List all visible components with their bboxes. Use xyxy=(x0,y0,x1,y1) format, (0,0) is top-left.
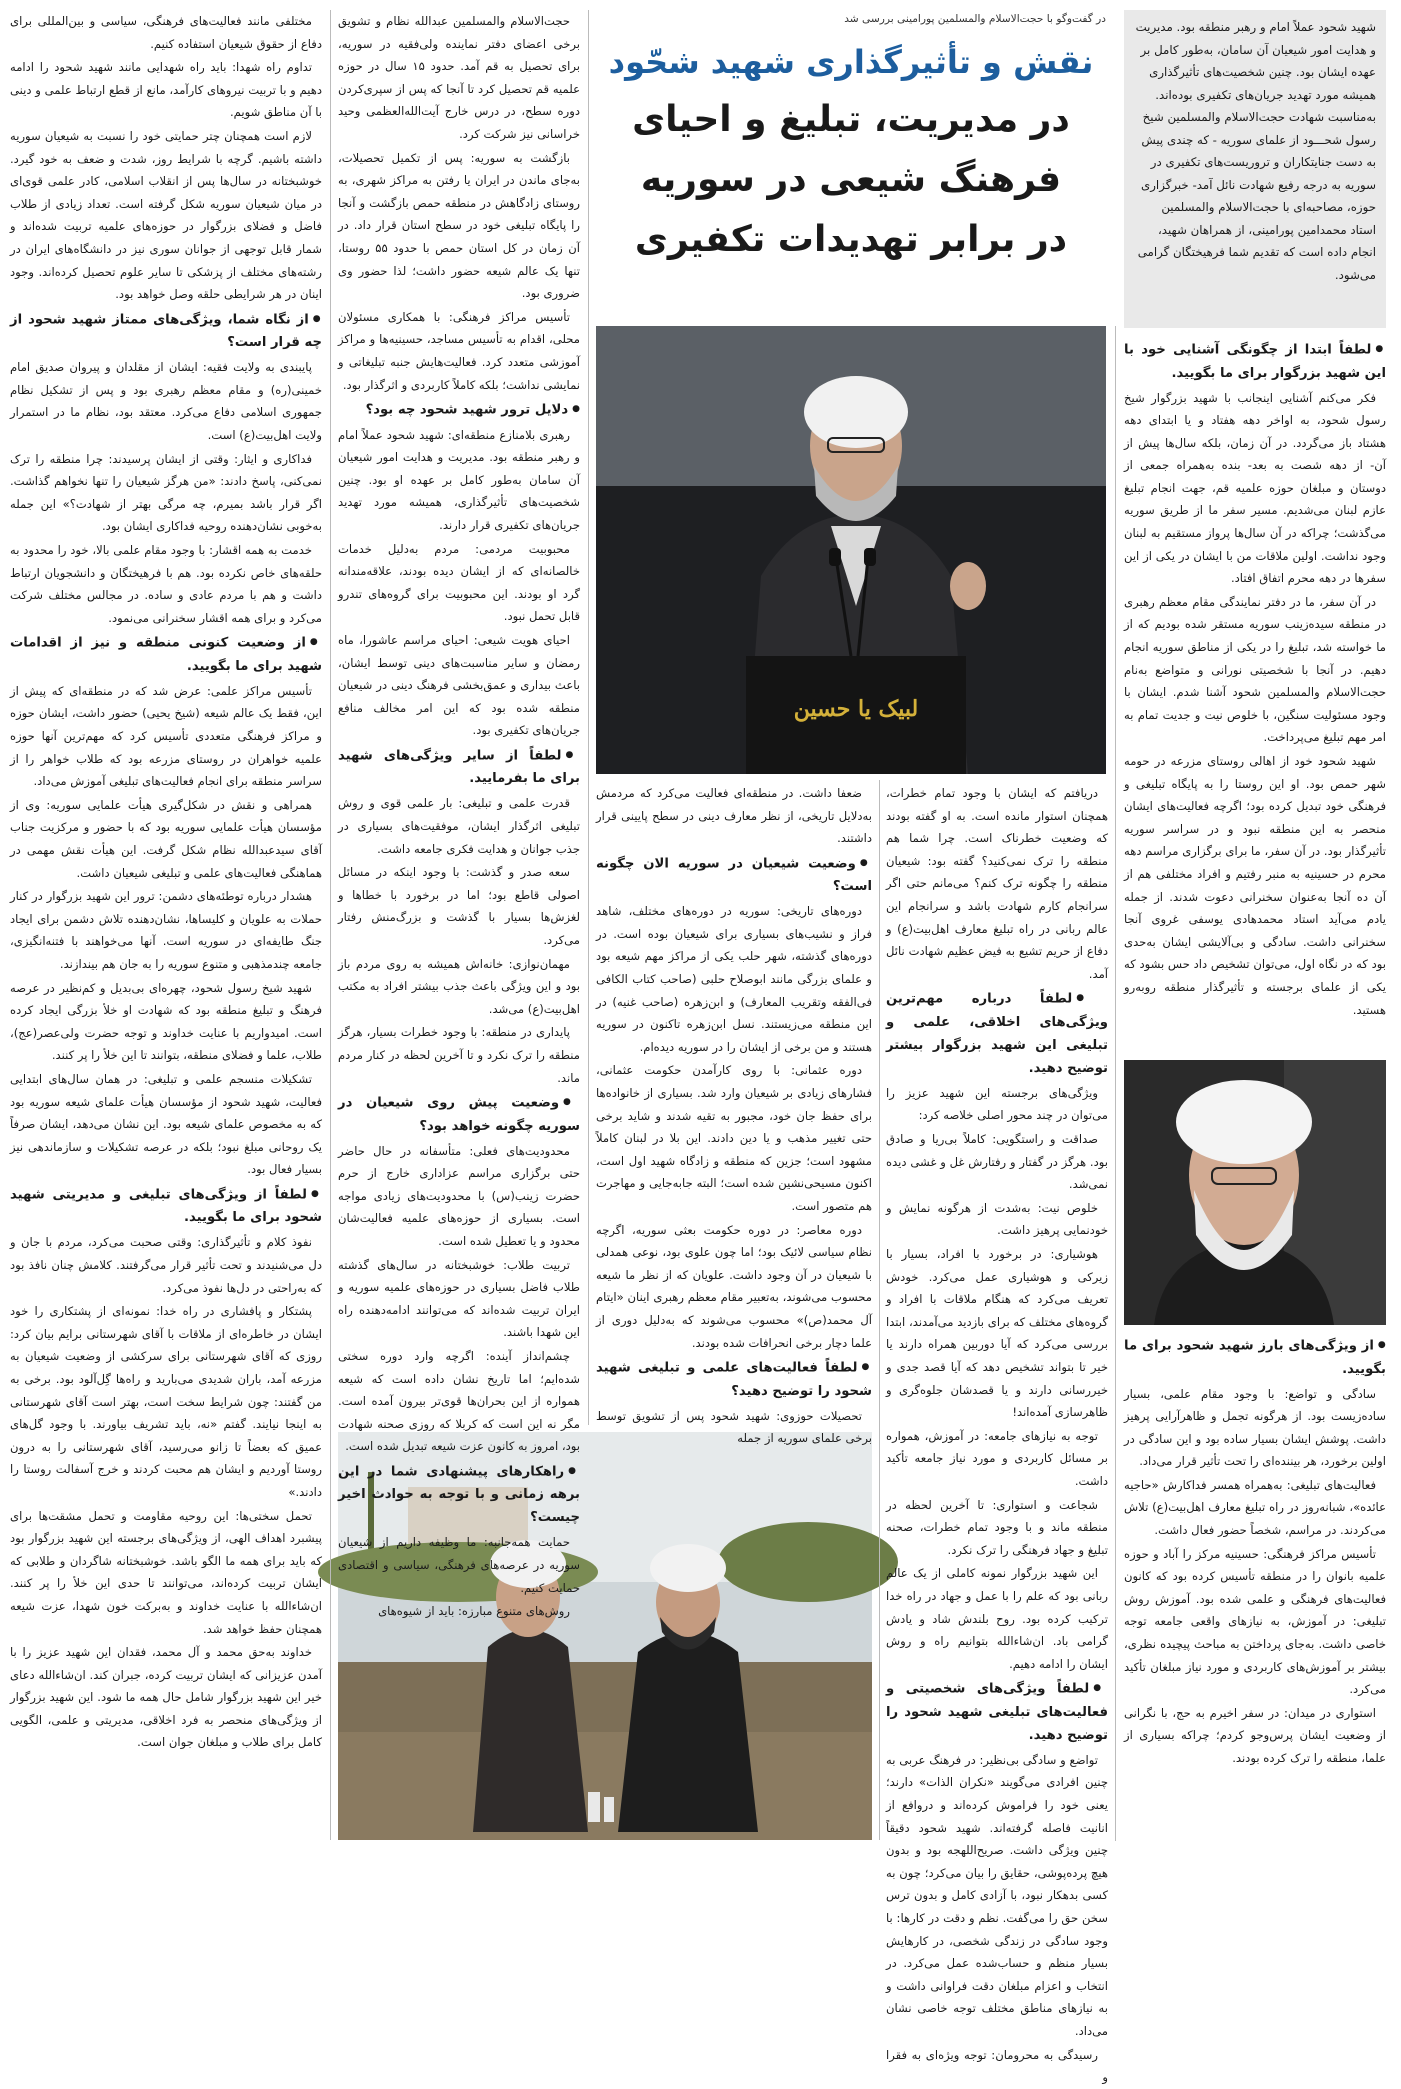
article-paragraph: شهید شیخ رسول شحود، چهره‌ای بی‌بدیل و کم‌نظیر در عرصه فرهنگ و تبلیغ منطقه بود که شهادت او خلأ بزرگی ایجاد کرده است. امیدواریم با عنایت خداوند و توجه حضرت ولی‌عصر(عج)، طلاب، علما و فضلای منطقه، بتوانند تا این خلأ را پر کنند. xyxy=(10,980,322,1063)
article-paragraph: فعالیت‌های تبلیغی: به‌همراه همسر فداکارش «حاجیه عائده»، شبانه‌روز در راه تبلیغ معارف اهل‌بیت(ع) تلاش می‌کردند. در مراسم، شخصاً حضور فعال داشت. xyxy=(1124,1477,1386,1538)
article-paragraph: توجه به نیازهای جامعه: در آموزش، همواره بر مسائل کاربردی و مورد نیاز جامعه تأکید داشت. xyxy=(886,1428,1108,1488)
interview-credit: در گفت‌وگو با حجت‌الاسلام والمسلمین پورامینی بررسی شد xyxy=(844,13,1106,25)
headline-line-2: در مدیریت، تبلیغ و احیای xyxy=(632,99,1070,140)
article-paragraph: تشکیلات منسجم علمی و تبلیغی: در همان سال‌های ابتدایی فعالیت، شهید شحود از مؤسسان هیأت علمای شیعه سوریه بود که به مخصوص علمای شیعه بود. این نشان می‌دهد، ایشان صرفاً یک روحانی مبلغ نبود؛ بلکه در عرصه تشکیلات و سازماندهی نیز بسیار فعال بود. xyxy=(10,1071,322,1177)
headline-line-3: فرهنگ شیعی در سوریه xyxy=(640,159,1062,200)
article-paragraph: پایداری در منطقه: با وجود خطرات بسیار، هرگز منطقه را ترک نکرد و تا آخرین لحظه در کنار مردم ماند. xyxy=(338,1025,580,1085)
article-paragraph: قدرت علمی و تبلیغی: بار علمی قوی و روش تبلیغی اثرگذار ایشان، موفقیت‌های بسیاری در جذب جوانان و هدایت فکری جامعه داشت. xyxy=(338,796,580,856)
article-paragraph: نفوذ کلام و تأثیرگذاری: وقتی صحبت می‌کرد، مردم با جان و دل می‌شنیدند و تحت تأثیر قرار می‌گرفتند. کلامش چنان نافذ بود که به‌راحتی در دل‌ها نفوذ می‌کرد. xyxy=(10,1235,322,1295)
article-column-2 xyxy=(886,782,1108,2085)
article-paragraph: رهبری بلامنازع منطقه‌ای: شهید شحود عملاً امام و رهبر منطقه بود. مدیریت و هدایت امور شیعیان آن سامان به‌طور کامل بر عهده او بود. چنین شخصیت‌های تأثیرگذاری، همیشه مورد تهدید جریان‌های تکفیری قرار دارند. xyxy=(338,427,580,532)
article-paragraph: استواری در میدان: در سفر اخیرم به حج، با نگرانی از وضعیت ایشان پرس‌وجو کردم؛ چراکه بسیاری از علما، منطقه را ترک کرده بودند. xyxy=(1124,1705,1386,1765)
column-rule xyxy=(879,780,880,1840)
article-paragraph: محدودیت‌های فعلی: متأسفانه در حال حاضر حتی برگزاری مراسم عزاداری خارج از حرم حضرت زینب(س) با محدودیت‌های زیادی مواجه است. بسیاری از حوزه‌های علمیه فعالیت‌شان محدود و یا تعطیل شده است. xyxy=(338,1143,580,1248)
article-paragraph: حجت‌الاسلام والمسلمین عبدالله نظام و تشویق برخی اعضای دفتر نماینده ولی‌فقیه در سوریه، برای تحصیل به قم آمد. حدود ۱۵ سال در حوزه علمیه قم تحصیل کرد تا آنجا که پس از سپری‌کردن دوره سطح، در درس خارج آیت‌الله‌العظمی وحید خراسانی نیز شرکت کرد. xyxy=(338,14,580,141)
headline-main: نقش و تأثیرگذاری شهید شحّود xyxy=(608,43,1094,81)
article-paragraph: تربیت طلاب: خوشبختانه در سال‌های گذشته طلاب فاضل بسیاری در حوزه‌های علمیه سوریه و ایران تربیت شده‌اند که می‌توانند ادامه‌دهنده راه این شهدا باشند. xyxy=(338,1257,580,1340)
photo-portrait-cleric xyxy=(1124,1060,1386,1325)
interview-question: ● دلایل ترور شهید شحود چه بود؟ xyxy=(338,398,580,422)
article-paragraph: صداقت و راستگویی: کاملاً بی‌ریا و صادق بود. هرگز در گفتار و رفتارش غل و غشی دیده نمی‌شد. xyxy=(886,1132,1108,1192)
article-paragraph: این شهید بزرگوار نمونه کاملی از یک عالم ربانی بود که علم را با عمل و جهاد در راه خدا ترکیب کرده بود. روح بلندش شاد و یادش گرامی باد. ان‌شاءالله بتوانیم راه و روش ایشان را ادامه دهیم. xyxy=(886,1566,1108,1671)
article-paragraph: مختلفی مانند فعالیت‌های فرهنگی، سیاسی و بین‌المللی برای دفاع از حقوق شیعیان استفاده کنیم. xyxy=(10,14,322,51)
article-paragraph: پشتکار و پافشاری در راه خدا: نمونه‌ای از پشتکاری را خود ایشان در خاطره‌ای از ملاقات با آقای شهرستانی برایم بیان کرد: روزی که آقای شهرستانی برای سرکشی از وضعیت شیعیان به مزرعه آمد، باران شدیدی می‌بارید و راه‌ها گِل‌آلود بود. برخی به من گفتند: چون شرایط سخت است، بهتر است آقای شهرستانی به اینجا نیایند. گفتم «نه، باید تشریف بیاورند. با وجود گل‌های عمیق که بعضاً تا زانو می‌رسید، آقای شهرستانی را به درون روستا آوردیم و ایشان هم محبت کردند و خرج آسفالت روستا را دادند.» xyxy=(10,1304,322,1499)
article-paragraph: روش‌های متنوع مبارزه: باید از شیوه‌های xyxy=(378,1604,570,1619)
column-rule xyxy=(1115,326,1116,1841)
article-paragraph: تحصیلات حوزوی: شهید شحود پس از تشویق توسط برخی علمای سوریه از جمله xyxy=(596,1408,872,1446)
article-column-4 xyxy=(338,10,580,1619)
article-paragraph: خلوص نیت: به‌شدت از هرگونه نمایش و خودنمایی پرهیز داشت. xyxy=(886,1200,1108,1238)
article-paragraph: پایبندی به ولایت فقیه: ایشان از مقلدان و پیروان صدیق امام خمینی(ره) و مقام معظم رهبری بود و پس از تشکیل نظام جمهوری اسلامی دفاع می‌کرد. معتقد بود، نظام ما در استمرار ولایت اهل‌بیت(ع) است. xyxy=(10,360,322,442)
article-paragraph: لازم است همچنان چتر حمایتی خود را نسبت به شیعیان سوریه داشته باشیم. گرچه با شرایط روز، شدت و ضعف به خود گیرد. خوشبختانه در سال‌ها پس از انقلاب اسلامی، کادر علمی قوی‌ای در میان شیعیان سوریه شکل گرفته است. تعداد زیادی از طلاب فاضل و فضلای بزرگوار در حوزه‌های علمیه تربیت شده‌اند و شمار قابل توجهی از جوانان سوری نیز در دانشگاه‌های ایران در رشته‌های مختلف از پزشکی تا سایر علوم تحصیل کرده‌اند. وجود اینان در هر شرایطی حلقه وصل خواهد بود. xyxy=(10,128,322,302)
interview-question: ● از وضعیت کنونی منطقه و نیز از اقدامات شهید برای ما بگویید. xyxy=(10,631,322,678)
interview-question: ● لطفاً ابتدا از چگونگی آشنایی خود با این شهید بزرگوار برای ما بگویید. xyxy=(1124,338,1386,385)
article-paragraph: چشم‌انداز آینده: اگرچه وارد دوره سختی شده‌ایم؛ اما تاریخ نشان داده است که شیعه همواره از این بحران‌ها قوی‌تر بیرون آمده است. مگر نه این است که کربلا که روزی صحنه شهادت بود، امروز به کانون عزت شیعه تبدیل شده است. xyxy=(338,1348,580,1454)
article-paragraph: فداکاری و ایثار: وقتی از ایشان پرسیدند: چرا منطقه را ترک نمی‌کنی، پاسخ دادند: «من هرگز شیعیان را تنها نخواهم گذاشت. اگر قرار باشد بمیرم، چه مرگی بهتر از شهادت؟» این جمله به‌خوبی نشان‌دهنده روحیه فداکاری ایشان بود. xyxy=(10,451,322,534)
column-rule xyxy=(330,10,331,1840)
article-paragraph: رسیدگی به محرومان: توجه ویژه‌ای به فقرا و xyxy=(886,2047,1108,2085)
interview-question: ● لطفاً درباره مهم‌ترین ویژگی‌های اخلاقی، علمی و تبلیغی این شهید بزرگوار بیشتر توضیح دهید. xyxy=(886,987,1108,1080)
article-paragraph: ویژگی‌های برجسته این شهید عزیز را می‌توان در چند محور اصلی خلاصه کرد: xyxy=(886,1085,1108,1123)
article-paragraph: تواضع و سادگی بی‌نظیر: در فرهنگ عربی به چنین افرادی می‌گویند «نکران الذات» دارند؛ یعنی خود را فراموش کرده‌اند و دروافع از انانیت فاصله گرفته‌اند. شهید شحود دقیقاً چنین ویژگی داشت. صریح‌اللهجه بود و بدون هیچ پرده‌پوشی، حقایق را بیان می‌کرد؛ چون به کسی بدهکار نبود، با آزادی کامل و بدون ترس سخن حق را می‌گفت. نظم و دقت در کارها: با وجود سادگی در زندگی شخصی، در کارهایش بسیار منظم و حساب‌شده عمل می‌کرد. در انتخاب و اعزام مبلغان دقت فراوانی داشت و به نیازهای مناطق مختلف توجه خاصی نشان می‌داد. xyxy=(886,1752,1108,2038)
article-paragraph: تأسیس مراکز فرهنگی: حسینیه مرکز را آباد و حوزه علمیه بانوان را در منطقه تأسیس کرده بود که کانون فعالیت‌های فرهنگی و علمی شده بود. آموزش روش تبلیغی: در آموزش، به نیازهای واقعی جامعه توجه خاصی داشت. به‌جای پرداختن به مباحث پیچیده نظری، بیشتر بر آموزش‌های کاربردی و مورد نیاز مبلغان تأکید می‌کرد. xyxy=(1124,1546,1386,1697)
article-paragraph: هوشیاری: در برخورد با افراد، بسیار با زیرکی و هوشیاری عمل می‌کرد. خودش تعریف می‌کرد که هنگام ملاقات با افراد و گروه‌های مختلف که برای بازدید می‌آمدند، ابتدا بررسی می‌کرد که آیا دوربین همراه دارند یا خیر تا بتواند تشخیص دهد که آیا قصد جدی و خیررسانی دارند و یا قصدشان جلوه‌گری و ظاهرسازی آمده‌اند! xyxy=(886,1247,1108,1420)
article-paragraph: سعه صدر و گذشت: با وجود اینکه در مسائل اصولی قاطع بود؛ اما در برخورد با خطاها و لغزش‌ها بسیار با گذشت و بزرگ‌منش رفتار می‌کرد. xyxy=(338,865,580,947)
interview-question: ● لطفاً از ویژگی‌های تبلیغی و مدیریتی شهید شحود برای ما بگویید. xyxy=(10,1183,322,1230)
article-paragraph: در آن سفر، ما در دفتر نمایندگی مقام معظم رهبری در منطقه سیده‌زینب سوریه مستقر شده بودیم که از ما خواسته شد، تبلیغ را در یکی از مناطق سوریه انجام دهیم. در آنجا با شخصیتی نورانی و متواضع به‌نام حجت‌الاسلام والمسلمین شحود آشنا شدم. ایشان با وجود مسئولیت سنگین، با خلوص نیت و جدیت تمام به امر مهم تبلیغ می‌پرداخت. xyxy=(1124,594,1386,745)
article-paragraph: فکر می‌کنم آشنایی اینجانب با شهید بزرگوار شیخ رسول شحود، به اواخر دهه هفتاد و یا ابتدای دهه هشتاد باز می‌گردد. در آن زمان، بلکه سال‌ها پیش از آن- از دهه شصت به بعد- بنده به‌همراه جمعی از دوستان و مبلغان حوزه علمیه قم، جهت انجام تبلیغ عازم لبنان می‌شدیم. مسیر سفر ما از طریق سوریه می‌گذشت؛ چراکه در آن سال‌ها پرواز مستقیم به لبنان وجود نداشت. اولین ملاقات من با ایشان در یکی از این سفرها در دهه محرم اتفاق افتاد. xyxy=(1124,390,1386,586)
article-paragraph: بازگشت به سوریه: پس از تکمیل تحصیلات، به‌جای ماندن در ایران یا رفتن به مراکز شهری، به روستای زادگاهش در منطقه حمص بازگشت و آنجا را پایگاه تبلیغی خود در سطح استان قرار داد. در آن زمان در کل استان حمص با حدود ۵۵ روستا، تنها یک عالم شیعه حضور داشت؛ لذا حضور وی ضروری بود. xyxy=(338,150,580,301)
article-column-1-bottom xyxy=(1124,1332,1386,1840)
article-column-1-top xyxy=(1124,336,1386,1056)
headline-block xyxy=(596,10,1106,320)
article-paragraph: شجاعت و استواری: تا آخرین لحظه در منطقه ماند و با وجود تمام خطرات، صحنه تبلیغ و جهاد فرهنگی را ترک نکرد. xyxy=(886,1497,1108,1557)
interview-question: ● لطفاً ویژگی‌های شخصیتی و فعالیت‌های تبلیغی شهید شحود را توضیح دهید. xyxy=(886,1677,1108,1747)
article-paragraph: ضعفا داشت. در منطقه‌ای فعالیت می‌کرد که مردمش به‌دلایل تاریخی، از نظر معارف دینی در سطح پایینی قرار داشتند. xyxy=(596,786,872,846)
column-rule xyxy=(588,10,589,1425)
intro-box xyxy=(1124,10,1386,328)
article-paragraph: شهید شحود خود از اهالی روستای مزرعه در حومه شهر حمص بود. او این روستا را به پایگاه تبلیغی و فرهنگی خود تبدیل کرده بود؛ اگرچه فعالیت‌های ایشان منحصر به این منطقه نبود و در سراسر سوریه تأثیرگذار بود. در آن سفر، ما برای برگزاری مراسم دهه محرم در حسینیه به منبر رفتیم و افراد مختلفی هم از آن ده آنجا به‌عنوان سخنرانی دعوت شدند. از جمله یادم می‌آید استاد محمدهادی یوسفی غروی آنجا سخنرانی داشت. سادگی و بی‌آلایشی ایشان به‌حدی بود که در نگاه اول، می‌توان تشخیص داد حس بشود که یکی از علمای برجسته و تأثیرگذار منطقه روبه‌رو هستید. xyxy=(1124,754,1386,1017)
interview-question: ● از ویژگی‌های بارز شهید شحود برای ما بگویید. xyxy=(1124,1334,1386,1381)
article-paragraph: تداوم راه شهدا: باید راه شهدایی مانند شهید شحود را ادامه دهیم و با تربیت نیروهای کارآمد، مانع از قطع ارتباط علمی و دینی با آن مناطق شویم. xyxy=(10,60,322,120)
headline-line-4: در برابر تهدیدات تکفیری xyxy=(634,219,1068,260)
article-paragraph: تأسیس مراکز فرهنگی: با همکاری مسئولان محلی، اقدام به تأسیس مساجد، حسینیه‌ها و مراکز آموزشی متعدد کرد. فعالیت‌هایش جنبه تبلیغاتی و نمایشی نداشت؛ بلکه کاملاً کاربردی و اثرگذار بود. xyxy=(338,309,580,392)
article-paragraph: تحمل سختی‌ها: این روحیه مقاومت و تحمل مشقت‌ها برای پیشبرد اهداف الهی، از ویژگی‌های برجسته این شهید بزرگوار بود که باید برای همه ما الگو باشد. خوشبختانه شاگردان و طلابی که ایشان تربیت کرده‌اند، می‌توانند تا حدی این خلأ را پر کنند. ان‌شاءالله با عنایت خداوند و به‌برکت خون شهدا، عزت شیعه همچنان حفظ خواهد شد. xyxy=(10,1508,322,1636)
interview-question: ● وضعیت پیش روی شیعیان در سوریه چگونه خواهد بود؟ xyxy=(338,1091,580,1138)
intro-text: شهید شحود عملاً امام و رهبر منطقه بود. مدیریت و هدایت امور شیعیان آن سامان، به‌طور کامل بر عهده ایشان بود. چنین شخصیت‌های تأثیرگذاری همیشه مورد تهدید جریان‌های تکفیری بوده‌اند. به‌مناسبت شهادت حجت‌الاسلام والمسلمین شیخ رسول شحـــود از علمای سوریه - که چندی پیش به دست جنایتکاران و تروریست‌های تکفیری در سوریه به درجه رفیع شهادت نائل آمد- خبرگزاری حوزه، مصاحبه‌ای با حجت‌الاسلام والمسلمین استاد محمدامین پورامینی، از همراهان شهید، انجام داده است که تقدیم شما فرهیختگان گرامی می‌شود. xyxy=(1135,20,1376,282)
article-paragraph: دوره عثمانی: با روی کارآمدن حکومت عثمانی، فشارهای زیادی بر شیعیان وارد شد. بسیاری از خانواده‌ها برای حفظ جان خود، مجبور به تقیه شدند و شاید برخی حتی تغییر مذهب و یا دین دادند. این بلا در لبنان کاملاً مشهود است؛ جزین که منطقه و زادگاه شهید اول است، اکنون مسیحی‌نشین شده است؛ البته جابه‌جایی و مهاجرت هم متصور است. xyxy=(596,1063,872,1213)
article-paragraph: محبوبیت مردمی: مردم به‌دلیل خدمات خالصانه‌ای که از ایشان دیده بودند، علاقه‌مندانه گرد او بودند. این محبوبیت برای گروه‌های تندرو قابل تحمل نبود. xyxy=(338,541,580,624)
article-paragraph: همراهی و نقش در شکل‌گیری هیأت علمایی سوریه: وی از مؤسسان هیأت علمایی سوریه بود که با حضور و مرکزیت جناب آقای سیدعبدالله نظام شکل گرفت. این هیأت نقش مهمی در هماهنگی فعالیت‌های علمی و تبلیغی شیعیان داشت. xyxy=(10,797,322,880)
article-paragraph: دوره معاصر: در دوره حکومت بعثی سوریه، اگرچه نظام سیاسی لائیک بود؛ اما چون علوی بود، نوعی همدلی با شیعیان در آن وجود داشت. علویان که از نظر ما شیعه محسوب می‌شوند، به‌تعبیر مقام معظم رهبری اینان «ایتام آل محمد(ص)» محسوب می‌شوند که به‌دلیل دوری از علما دچار برخی انحرافات شده بودند. xyxy=(596,1222,872,1350)
interview-question: ● راهکارهای پیشنهادی شما در این برهه زمانی و با توجه به حوادث اخیر چیست؟ xyxy=(338,1460,580,1530)
article-paragraph: تأسیس مراکز علمی: عرض شد که در منطقه‌ای که پیش از این، فقط یک عالم شیعه (شیخ یحیی) حضور داشت، ایشان حوزه و مراکز فرهنگی متعددی تأسیس کرد که مهم‌ترین آنها حوزه علمیه خواهران در روستای مزرعه بود که طلاب خواهر را از سراسر منطقه برای انجام فعالیت‌های تبلیغی آموزش می‌داد. xyxy=(10,683,322,789)
article-paragraph: حمایت همه‌جانبه: ما وظیفه داریم از شیعیان سوریه در عرصه‌های فرهنگی، سیاسی و اقتصادی حمایت کنیم. xyxy=(338,1535,580,1595)
podium-banner: لبیک یا حسین xyxy=(793,696,919,722)
article-paragraph: احیای هویت شیعی: احیای مراسم عاشورا، ماه رمضان و سایر مناسبت‌های دینی توسط ایشان، باعث بیداری و عمق‌بخشی فرهنگ دینی در شیعیان منطقه شده بود که این امر مخالف منافع جریان‌های تکفیری بود. xyxy=(338,632,580,738)
article-paragraph: دوره‌های تاریخی: سوریه در دوره‌های مختلف، شاهد فراز و نشیب‌های بسیاری برای شیعیان بوده است. در دوره‌های گذشته، شهر حلب یکی از مراکز مهم شیعه بود و علمای بزرگی مانند ابوصلاح حلبی (صاحب کتاب الکافی فی‌الفقه وتقریب المعارف) و ابن‌زهره (صاحب غنیه) در این منطقه می‌زیستند. نسل ابن‌زهره تاکنون در سوریه هستند و من برخی از ایشان را در سوریه دیده‌ام. xyxy=(596,904,872,1054)
interview-question: ● لطفاً فعالیت‌های علمی و تبلیغی شهید شحود را توضیح دهید؟ xyxy=(596,1356,872,1403)
article-column-3 xyxy=(596,782,872,1446)
interview-question: ● از نگاه شما، ویژگی‌های ممتاز شهید شحود از چه قرار است؟ xyxy=(10,308,322,355)
article-paragraph: خداوند به‌حق محمد و آل محمد، فقدان این شهید عزیز را با آمدن عزیزانی که ایشان تربیت کرده، جبران کند. ان‌شاءالله دعای خیر این شهید بزرگوار شامل حال همه ما شود. این شهید بزرگوار از ویژگی‌های منحصر به فرد اخلاقی، مدیریتی و علمی، الگویی کامل برای طلاب و مبلغان جوان است. xyxy=(10,1645,322,1750)
article-paragraph: مهمان‌نوازی: خانه‌اش همیشه به روی مردم باز بود و این ویژگی باعث جذب بیشتر افراد به مکتب اهل‌بیت(ع) می‌شد. xyxy=(338,956,580,1016)
article-column-5 xyxy=(10,10,322,1840)
photo-speaker-podium xyxy=(596,326,1106,774)
interview-question: ● لطفاً از سایر ویژگی‌های شهید برای ما بفرمایید. xyxy=(338,744,580,791)
article-paragraph: سادگی و تواضع: با وجود مقام علمی، بسیار ساده‌زیست بود. از هرگونه تجمل و ظاهرآرایی پرهیز داشت. پوشش ایشان بسیار ساده بود و این سادگی در اولین برخورد، هر بیننده‌ای را تحت تأثیر قرار می‌داد. xyxy=(1124,1386,1386,1469)
article-paragraph: دریافتم که ایشان با وجود تمام خطرات، همچنان استوار مانده است. به او گفته بودند که وضعیت خطرناک است. چرا شما هم منطقه را ترک نمی‌کنید؟ گفته بود: شیعیان منطقه را چگونه ترک کنم؟ می‌مانم حتی اگر سرانجام کارم شهادت باشد و سرانجام این عالم ربانی در راه تبلیغ معارف اهل‌بیت(ع) و دفاع از حریم تشیع به فیض عظیم شهادت نائل آمد. xyxy=(886,786,1108,981)
interview-question: ● وضعیت شیعیان در سوریه الان چگونه است؟ xyxy=(596,852,872,899)
article-paragraph: هشدار درباره توطئه‌های دشمن: ترور این شهید بزرگوار در کنار حملات به علویان و کلیساها، نشان‌دهنده تلاش دشمن برای ایجاد جنگ طایفه‌ای در سوریه است. آنها می‌خواهند با فتنه‌انگیزی، جامعه چندمذهبی و متنوع سوریه را به جان هم بیندازند. xyxy=(10,889,322,971)
article-paragraph: خدمت به همه اقشار: با وجود مقام علمی بالا، خود را محدود به حلقه‌های خاص نکرده بود. هم با فرهیختگان و دانشجویان ارتباط داشت و هم با مردم عادی و ساده. در مجالس مختلف شرکت می‌کرد و برای همه اقشار سخنرانی می‌نمود. xyxy=(10,542,322,625)
